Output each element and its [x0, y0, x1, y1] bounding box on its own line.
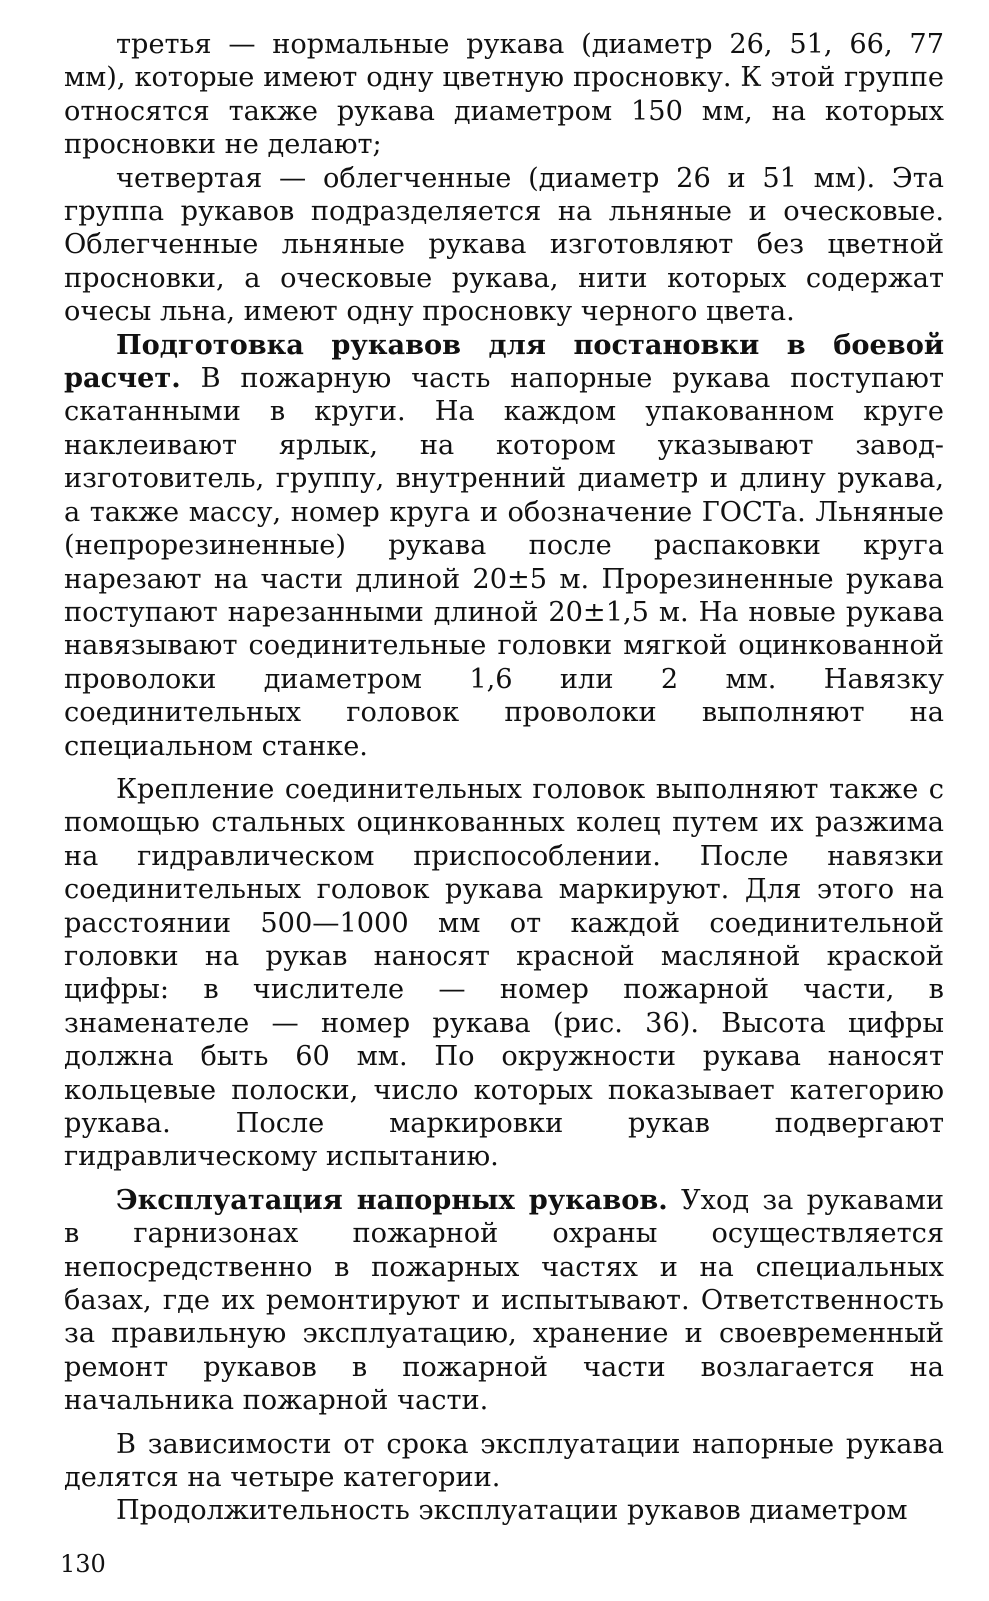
paragraph-hose-preparation — [64, 329, 944, 763]
paragraph-text: В пожарную часть напорные рукава поступают скатанными в круги. На каждом упакованном круге наклеивают ярлык, на котором указывают завод-изготовитель, группу, внутренний диаметр и длину рукава, а также массу, номер круга и обозначение ГОСТа. Льняные (непрорезиненные) рукава после распаковки круга нарезают на части длиной 20±5 м. Прорезиненные рукава поступают нарезанными длиной 20±1,5 м. На новые рукава навязывают соединительные головки мягкой оцинкованной проволоки диаметром 1,6 или 2 мм. Навязку соединительных головок проволоки выполняют на специальном станке. — [64, 363, 944, 762]
paragraph-duration — [64, 1494, 944, 1527]
paragraph-text: Продолжительность эксплуатации рукавов диаметром — [116, 1495, 908, 1527]
page-number: 130 — [60, 1550, 106, 1578]
paragraph-categories — [64, 1428, 944, 1495]
paragraph-group-four — [64, 162, 944, 329]
paragraph-text: третья — нормальные рукава (диаметр 26, 51, 66, 77 мм), которые имеют одну цветную просновку. К этой группе относятся также рукава диаметром 150 мм, на которых просновки не делают; — [64, 29, 944, 161]
book-page — [64, 28, 944, 1528]
paragraph-hose-operation — [64, 1184, 944, 1418]
paragraph-text: В зависимости от срока эксплуатации напорные рукава делятся на четыре категории. — [64, 1428, 944, 1494]
paragraph-text: Крепление соединительных головок выполняют также с помощью стальных оцинкованных колец путем их разжима на гидравлическом приспособлении. После навязки соединительных головок рукава маркируют. Для этого на расстоянии 500—1000 мм от каждой соединительной головки на рукав наносят красной масляной краской цифры: в числителе — номер пожарной части, в знаменателе — номер рукава (рис. 36). Высота цифры должна быть 60 мм. По окружности рукава наносят кольцевые полоски, число которых показывает категорию рукава. После маркировки рукав подвергают гидравлическому испытанию. — [64, 773, 944, 1173]
section-heading-operation: Эксплуатация напорных рукавов. — [116, 1183, 668, 1216]
paragraph-text: четвертая — облегченные (диаметр 26 и 51 мм). Эта группа рукавов подразделяется на льняные и оческовые. Облегченные льняные рукава изготовляют без цветной просновки, а оческовые рукава, нити которых содержат очесы льна, имеют одну просновку черного цвета. — [64, 162, 944, 328]
paragraph-text: Уход за рукавами в гарнизонах пожарной охраны осуществляется непосредственно в пожарных частях и на специальных базах, где их ремонтируют и испытывают. Ответственность за правильную эксплуатацию, хранение и своевременный ремонт рукавов в пожарной части возлагается на начальника пожарной части. — [64, 1184, 944, 1417]
section-heading-preparation: Подготовка рукавов для постановки в боевой расчет. — [64, 328, 944, 395]
paragraph-fastening — [64, 773, 944, 1174]
paragraph-group-three — [64, 28, 944, 162]
